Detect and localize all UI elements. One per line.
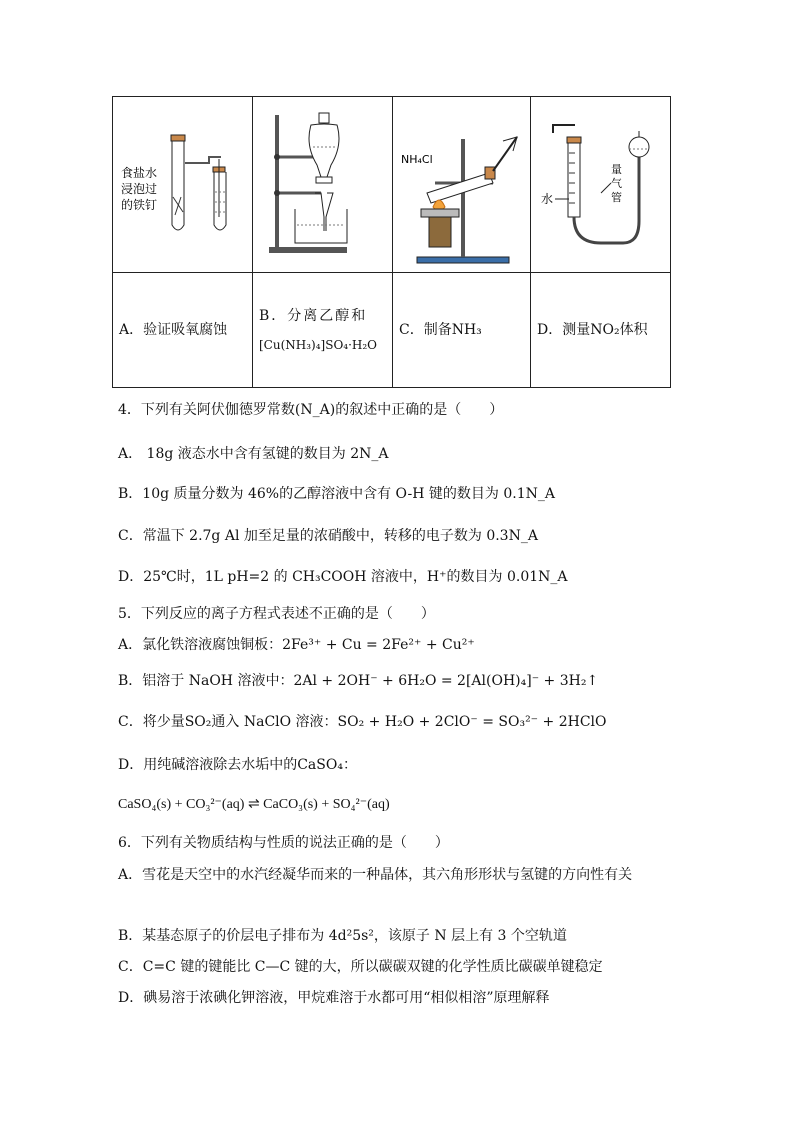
apparatus-b-image	[253, 97, 393, 273]
caption-d: D．测量NO₂体积	[531, 273, 671, 388]
q4-option-a: A． 18g 液态水中含有氢键的数目为 2N_A	[118, 446, 389, 462]
apparatus-a-label-1: 食盐水	[121, 166, 158, 180]
caption-c: C．制备NH₃	[393, 273, 531, 388]
separatory-funnel-diagram	[253, 97, 393, 272]
q4-option-d: D．25℃时，1L pH=2 的 CH₃COOH 溶液中，H⁺的数目为 0.01N_A	[118, 569, 568, 585]
apparatus-d-label-3: 管	[611, 191, 622, 204]
ammonia-preparation-diagram	[393, 97, 531, 272]
q6-option-a: A．雪花是天空中的水汽经凝华而来的一种晶体，其六角形形状与氢键的方向性有关	[118, 867, 633, 883]
q4-option-c: C．常温下 2.7g Al 加至足量的浓硝酸中，转移的电子数为 0.3N_A	[118, 528, 538, 544]
gas-volume-measurement-diagram	[531, 97, 671, 272]
apparatus-a-label-2: 浸泡过	[121, 182, 158, 196]
iron-nail-corrosion-diagram	[113, 97, 253, 272]
q5-stem: 5．下列反应的离子方程式表述不正确的是（ ）	[118, 606, 435, 622]
q5-option-c: C．将少量SO₂通入 NaClO 溶液：SO₂ + H₂O + 2ClO⁻ = SO₃²⁻ + 2HClO	[118, 714, 607, 730]
caption-b-line2: [Cu(NH₃)₄]SO₄·H₂O	[259, 337, 378, 352]
q6-option-d: D．碘易溶于浓碘化钾溶液，甲烷难溶于水都可用“相似相溶”原理解释	[118, 990, 550, 1006]
apparatus-table	[112, 96, 671, 388]
caption-b-line1: B．分离乙醇和	[259, 308, 368, 325]
caption-a: A．验证吸氧腐蚀	[113, 273, 253, 388]
apparatus-d-label-1: 量	[611, 163, 622, 176]
q4-stem: 4．下列有关阿伏伽德罗常数(N_A)的叙述中正确的是（ ）	[118, 402, 504, 418]
apparatus-c-image	[393, 97, 531, 273]
apparatus-a-label-3: 的铁钉	[121, 198, 158, 212]
apparatus-d-image	[531, 97, 671, 273]
q6-option-b: B．某基态原子的价层电子排布为 4d²5s²，该原子 N 层上有 3 个空轨道	[118, 928, 567, 944]
apparatus-a-image	[113, 97, 253, 273]
q5-option-a: A．氯化铁溶液腐蚀铜板：2Fe³⁺ + Cu = 2Fe²⁺ + Cu²⁺	[118, 637, 475, 653]
apparatus-d-label-water: 水	[541, 192, 554, 206]
q5-option-d: D．用纯碱溶液除去水垢中的CaSO₄：	[118, 757, 357, 773]
apparatus-d-label-2: 气	[611, 177, 622, 190]
caption-b	[253, 273, 393, 388]
q5-option-b: B．铝溶于 NaOH 溶液中：2Al + 2OH⁻ + 6H₂O = 2[Al(OH)₄]⁻ + 3H₂↑	[118, 673, 599, 689]
q6-stem: 6．下列有关物质结构与性质的说法正确的是（ ）	[118, 835, 449, 851]
q5-option-d-equation: CaSO₄(s) + CO₃²⁻(aq) ⇌ CaCO₃(s) + SO₄²⁻(aq)	[118, 797, 390, 812]
q6-option-c: C．C=C 键的键能比 C—C 键的大，所以碳碳双键的化学性质比碳碳单键稳定	[118, 959, 603, 975]
q4-option-b: B．10g 质量分数为 46%的乙醇溶液中含有 O-H 键的数目为 0.1N_A	[118, 486, 555, 502]
apparatus-c-label: NH₄Cl	[401, 153, 433, 166]
